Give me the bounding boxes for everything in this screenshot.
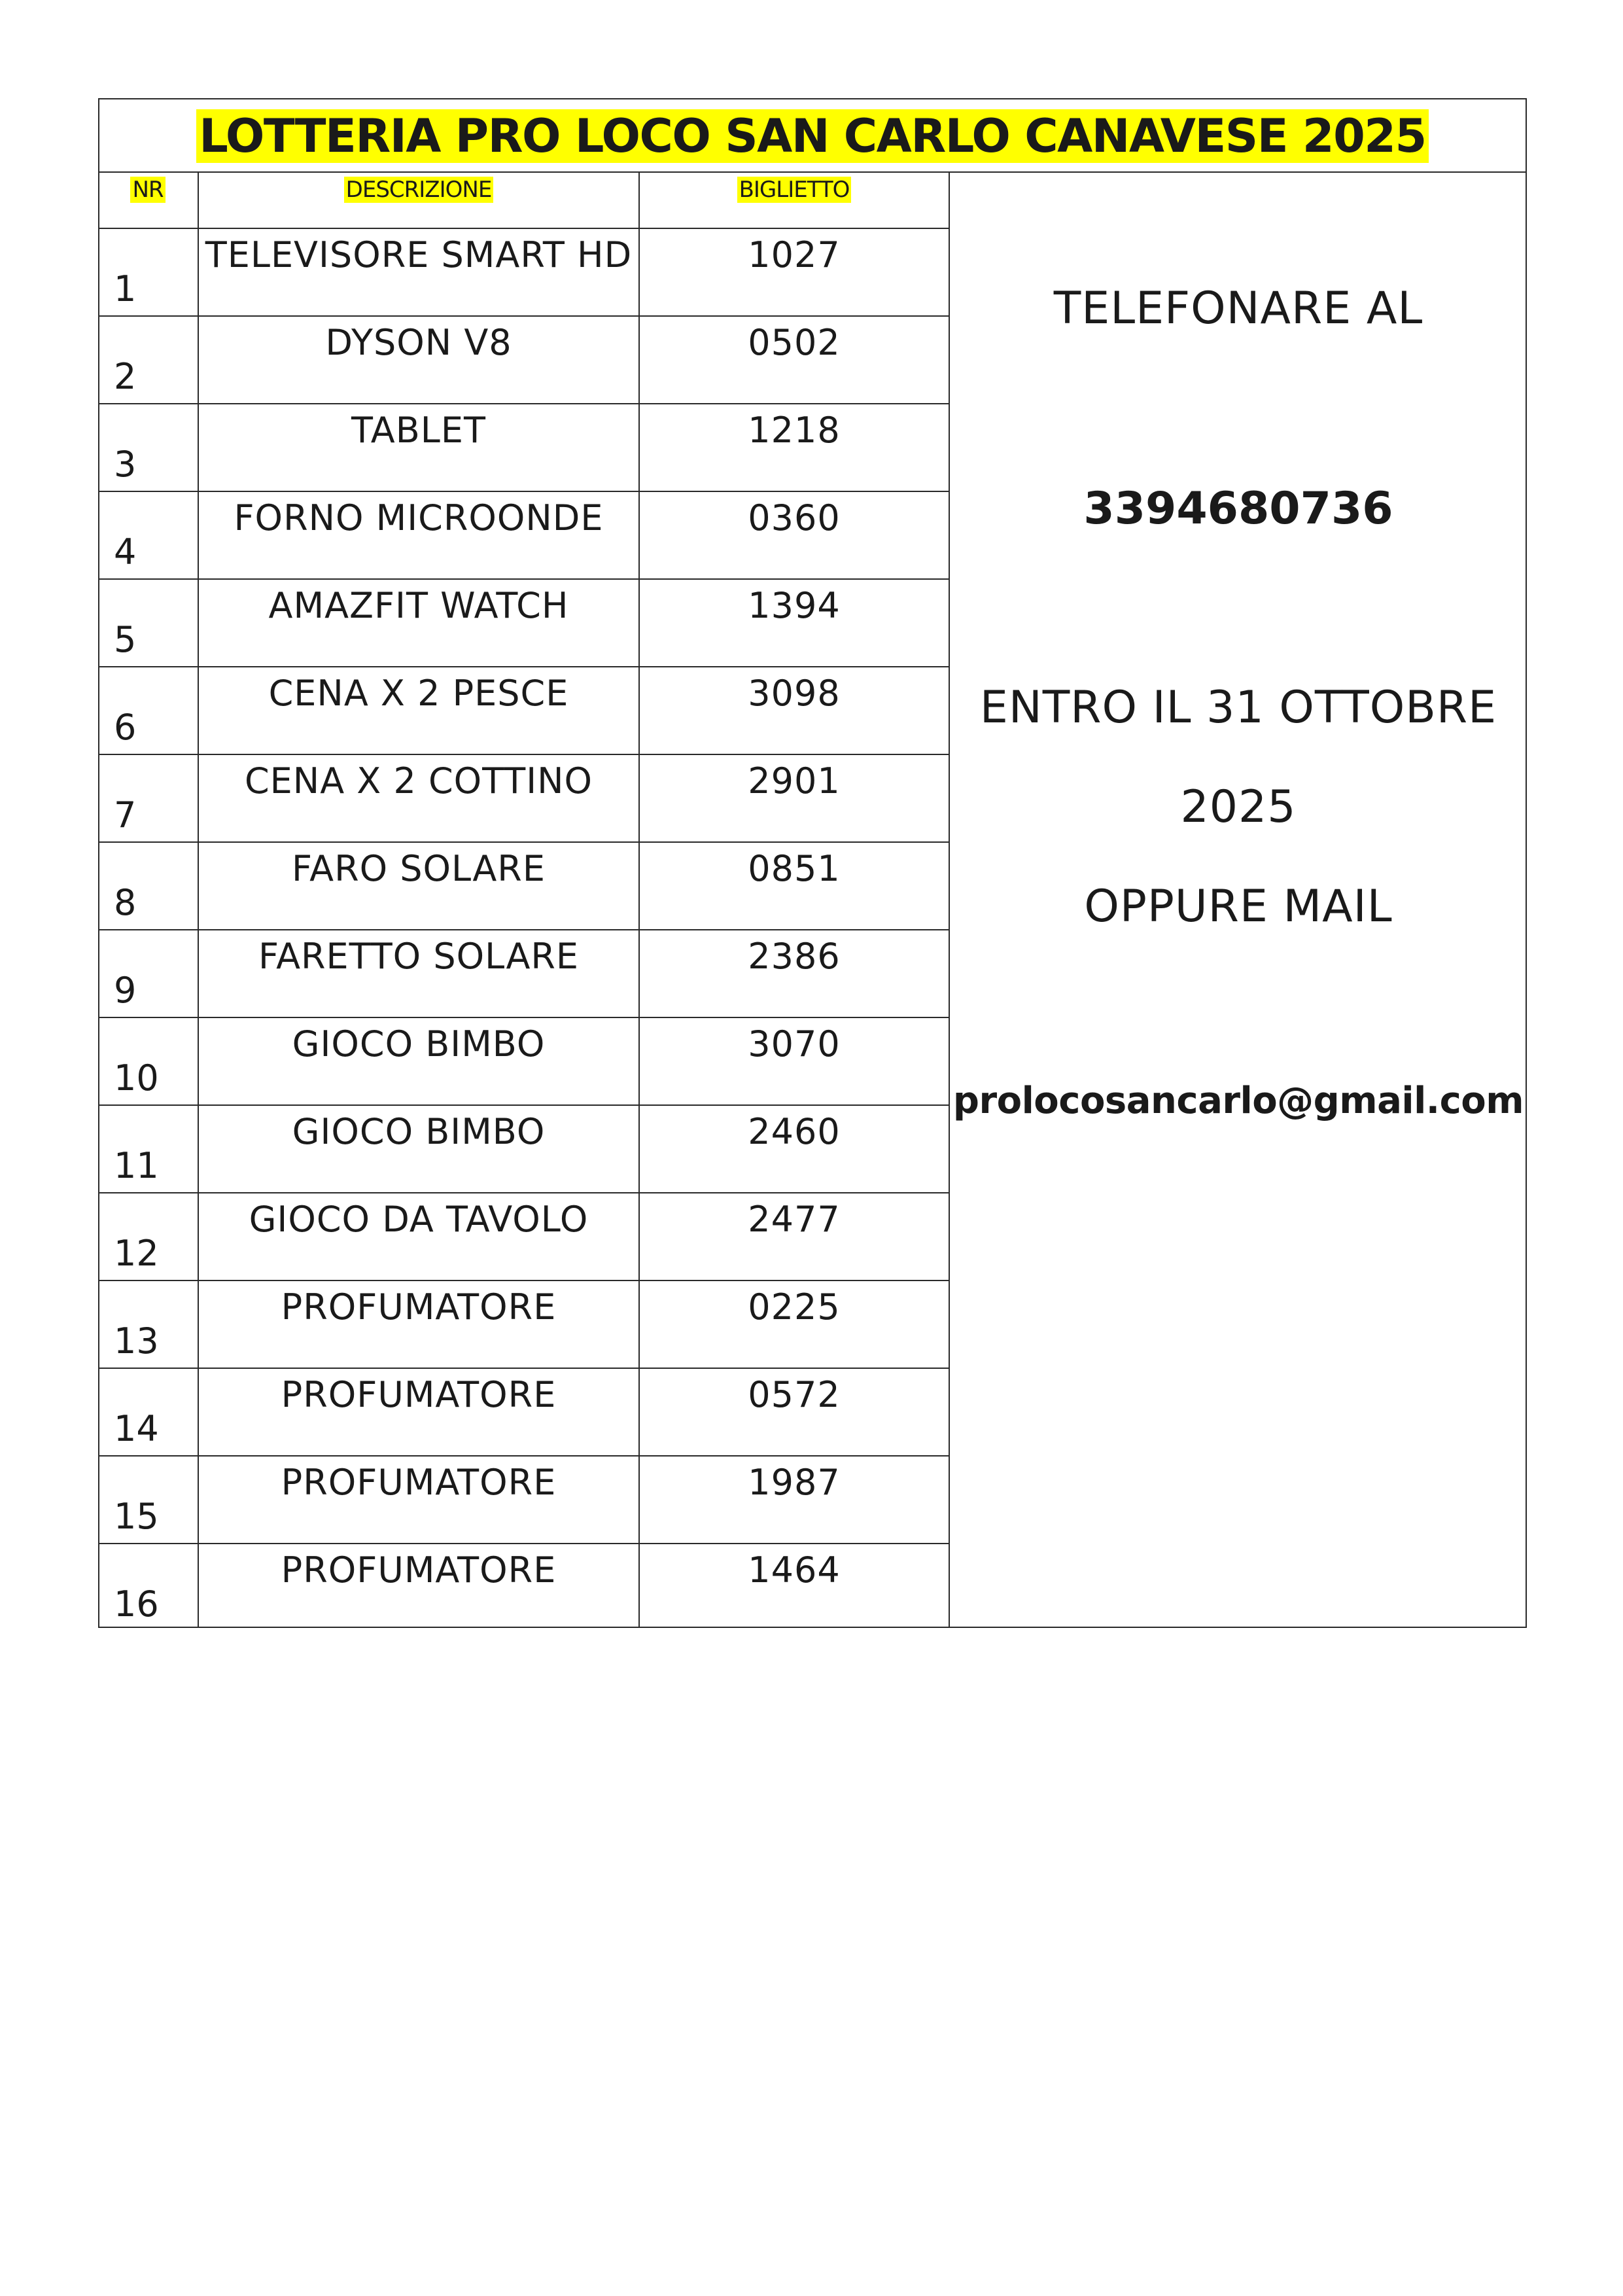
row-biglietto: 1464 [748, 1549, 841, 1591]
row-biglietto: 2460 [748, 1111, 841, 1152]
column-header-biglietto [640, 175, 949, 204]
row-separator [98, 403, 950, 404]
row-biglietto: 0851 [748, 848, 841, 889]
row-nr: 10 [114, 1057, 159, 1099]
row-biglietto: 0502 [748, 322, 841, 363]
row-nr: 15 [114, 1496, 159, 1537]
row-biglietto: 0360 [748, 497, 841, 539]
row-nr: 16 [114, 1583, 159, 1625]
row-biglietto: 0225 [748, 1286, 841, 1328]
row-nr: 7 [114, 794, 137, 836]
row-separator [98, 315, 950, 317]
row-descrizione: DYSON V8 [325, 322, 512, 363]
row-separator [98, 1017, 950, 1018]
row-nr: 9 [114, 970, 137, 1011]
row-biglietto: 2477 [748, 1199, 841, 1240]
row-descrizione: FARO SOLARE [292, 848, 546, 889]
row-separator [98, 1368, 950, 1369]
row-separator [98, 841, 950, 843]
contact-email[interactable]: prolocosancarlo@gmail.com [952, 1080, 1524, 1122]
row-nr: 3 [114, 444, 137, 485]
row-descrizione: AMAZFIT WATCH [268, 585, 569, 626]
row-biglietto: 1987 [748, 1462, 841, 1503]
column-header-nr [98, 175, 198, 204]
row-separator [98, 1280, 950, 1281]
table-bottom-border [98, 1627, 1527, 1628]
row-biglietto: 3070 [748, 1023, 841, 1065]
contact-deadline: ENTRO IL 31 OTTOBRE [979, 682, 1497, 733]
row-descrizione: GIOCO BIMBO [292, 1023, 546, 1065]
row-biglietto: 3098 [748, 673, 841, 714]
row-nr: 8 [114, 882, 137, 923]
row-nr: 5 [114, 619, 137, 660]
row-separator [98, 1455, 950, 1457]
row-descrizione: CENA X 2 COTTINO [244, 760, 593, 802]
header-row-separator [98, 228, 950, 229]
title-separator [98, 171, 1527, 173]
row-biglietto: 1394 [748, 585, 841, 626]
row-nr: 12 [114, 1233, 159, 1274]
contact-or-mail-label: OPPURE MAIL [1084, 881, 1393, 932]
row-descrizione: PROFUMATORE [281, 1286, 557, 1328]
row-descrizione: FARETTO SOLARE [258, 936, 580, 977]
row-biglietto: 1027 [748, 234, 841, 275]
page-title-text: LOTTERIA PRO LOCO SAN CARLO CANAVESE 2025 [196, 109, 1428, 163]
contact-deadline-year: 2025 [1180, 781, 1297, 833]
row-biglietto: 0572 [748, 1374, 841, 1415]
row-descrizione: CENA X 2 PESCE [268, 673, 569, 714]
row-separator [98, 666, 950, 667]
row-descrizione: PROFUMATORE [281, 1374, 557, 1415]
row-descrizione: GIOCO BIMBO [292, 1111, 546, 1152]
row-biglietto: 1218 [748, 410, 841, 451]
row-nr: 14 [114, 1408, 159, 1449]
row-descrizione: FORNO MICROONDE [234, 497, 604, 539]
table-top-border [98, 98, 1527, 99]
row-biglietto: 2386 [748, 936, 841, 977]
row-descrizione: TELEVISORE SMART HD [205, 234, 633, 275]
page-title [98, 105, 1527, 170]
row-separator [98, 578, 950, 580]
column-header-nr-label: NR [130, 177, 165, 203]
row-descrizione: PROFUMATORE [281, 1549, 557, 1591]
row-nr: 11 [114, 1145, 159, 1186]
row-descrizione: PROFUMATORE [281, 1462, 557, 1503]
column-header-descrizione-label: DESCRIZIONE [344, 177, 494, 203]
lottery-sheet [98, 98, 1527, 1628]
row-separator [98, 1543, 950, 1544]
row-nr: 13 [114, 1320, 159, 1362]
row-nr: 6 [114, 707, 137, 748]
row-descrizione: TABLET [351, 410, 486, 451]
column-header-descrizione [199, 175, 638, 204]
row-separator [98, 929, 950, 930]
row-nr: 4 [114, 531, 137, 573]
row-biglietto: 2901 [748, 760, 841, 802]
table-left-border [98, 98, 99, 1628]
row-separator [98, 491, 950, 492]
row-nr: 1 [114, 268, 137, 309]
contact-phone[interactable]: 3394680736 [1083, 483, 1393, 535]
row-separator [98, 1192, 950, 1193]
row-nr: 2 [114, 356, 137, 397]
row-separator [98, 754, 950, 755]
contact-call-label: TELEFONARE AL [1053, 283, 1423, 334]
row-descrizione: GIOCO DA TAVOLO [249, 1199, 589, 1240]
column-header-biglietto-label: BIGLIETTO [737, 177, 852, 203]
row-separator [98, 1104, 950, 1106]
